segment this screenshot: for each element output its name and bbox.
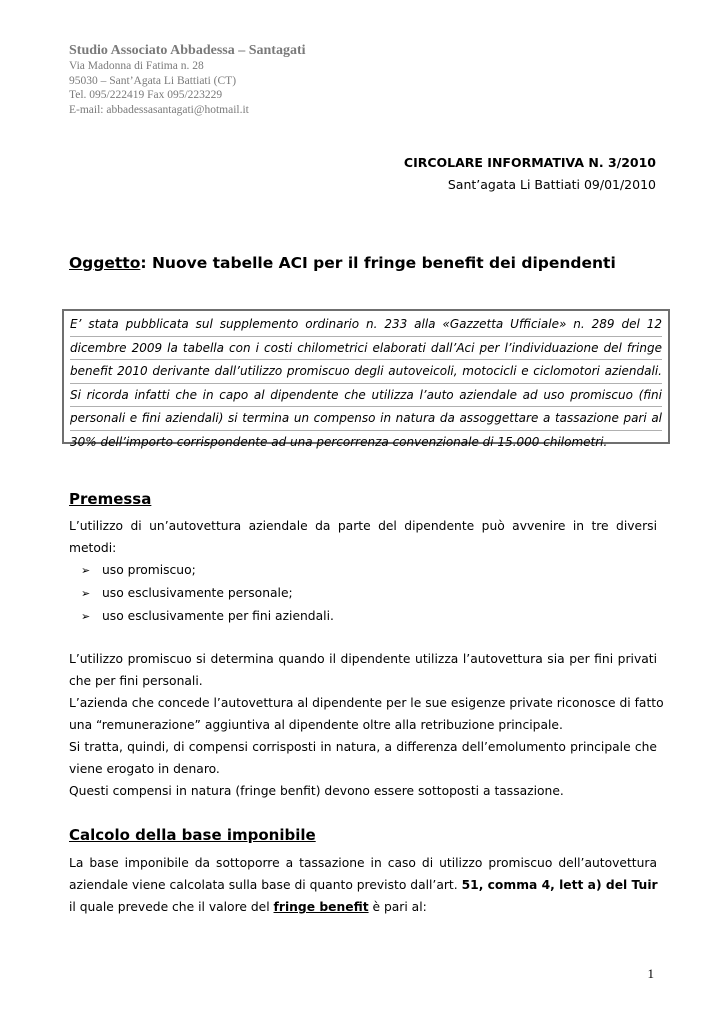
text-line: L’utilizzo di un’autovettura aziendale da parte del dipendente può avvenire in tre diversi	[69, 519, 657, 533]
page-number: 1	[647, 966, 654, 981]
text-line: Questi compensi in natura (fringe benfit) devono essere sottoposti a tassazione.	[69, 784, 564, 798]
summary-line: Si ricorda infatti che in capo al dipendente che utilizza l’auto aziendale ad uso promiscuo (fini	[70, 384, 662, 408]
circular-header	[404, 152, 656, 196]
text-run: è pari al:	[368, 900, 427, 914]
text-line: viene erogato in denaro.	[69, 762, 220, 776]
firm-name: Studio Associato Abbadessa – Santagati	[69, 43, 306, 58]
text-line: L’azienda che concede l’autovettura al dipendente per le sue esigenze private riconosce di fatto	[69, 696, 664, 710]
arrow-bullet-icon: ➢	[81, 564, 91, 577]
list-item-text: uso esclusivamente personale;	[102, 586, 293, 600]
text-run: il quale prevede che il valore del	[69, 900, 274, 914]
subject-label: Oggetto	[69, 254, 141, 272]
arrow-bullet-icon: ➢	[81, 610, 91, 623]
circular-place-date: Sant’agata Li Battiati 09/01/2010	[447, 177, 656, 192]
subject-text: : Nuove tabelle ACI per il fringe benefit dei dipendenti	[140, 254, 616, 272]
text-line: che per fini personali.	[69, 674, 203, 688]
article-reference: 51, comma 4, lett a) del Tuir	[461, 878, 658, 892]
circular-title: CIRCOLARE INFORMATIVA N. 3/2010	[403, 155, 656, 170]
text-line: metodi:	[69, 541, 117, 555]
text-line	[69, 874, 657, 896]
arrow-bullet-icon: ➢	[81, 587, 91, 600]
letterhead	[69, 43, 306, 117]
text-line: una “remunerazione” aggiuntiva al dipendente oltre alla retribuzione principale.	[69, 718, 563, 732]
summary-line: benefit 2010 derivante dall’utilizzo promiscuo degli autoveicoli, motocicli e ciclomotori aziendali.	[70, 360, 662, 384]
list-item-text: uso esclusivamente per fini aziendali.	[102, 609, 334, 623]
summary-line: dicembre 2009 la tabella con i costi chilometrici elaborati dall’Aci per l’individuazione del fringe	[70, 337, 662, 361]
calcolo-body	[69, 852, 657, 918]
fringe-benefit-term: fringe benefit	[273, 900, 369, 914]
firm-city: 95030 – Sant’Agata Li Battiati (CT)	[69, 74, 237, 87]
subject-line	[69, 254, 616, 272]
summary-box	[62, 309, 670, 449]
premessa-body	[69, 648, 664, 802]
summary-line: 30% dell’importo corrispondente ad una percorrenza convenzionale di 15.000 chilometri.	[70, 434, 608, 449]
list-item	[69, 582, 657, 605]
premessa-heading: Premessa	[69, 490, 152, 508]
text-line	[69, 896, 657, 918]
summary-line: E’ stata pubblicata sul supplemento ordinario n. 233 alla «Gazzetta Ufficiale» n. 289 del 12	[70, 313, 662, 337]
summary-line: personali e fini aziendali) si termina un compenso in natura da assoggettare a tassazione pari al	[70, 407, 662, 431]
firm-email: E-mail: abbadessasantagati@hotmail.it	[69, 103, 249, 116]
list-item	[69, 559, 657, 582]
firm-phone: Tel. 095/222419 Fax 095/223229	[69, 89, 223, 101]
calcolo-heading: Calcolo della base imponibile	[69, 826, 316, 844]
text-line: L’utilizzo promiscuo si determina quando il dipendente utilizza l’autovettura sia per fini privati	[69, 652, 657, 666]
premessa-intro	[69, 515, 657, 628]
firm-address: Via Madonna di Fatima n. 28	[69, 60, 204, 72]
list-item-text: uso promiscuo;	[102, 563, 196, 577]
text-line: La base imponibile da sottoporre a tassazione in caso di utilizzo promiscuo dell’autovettura	[69, 856, 657, 870]
list-item	[69, 605, 657, 628]
text-line: Si tratta, quindi, di compensi corrisposti in natura, a differenza dell’emolumento principale che	[69, 740, 657, 754]
text-run: aziendale viene calcolata sulla base di quanto previsto dall’art.	[69, 878, 462, 892]
